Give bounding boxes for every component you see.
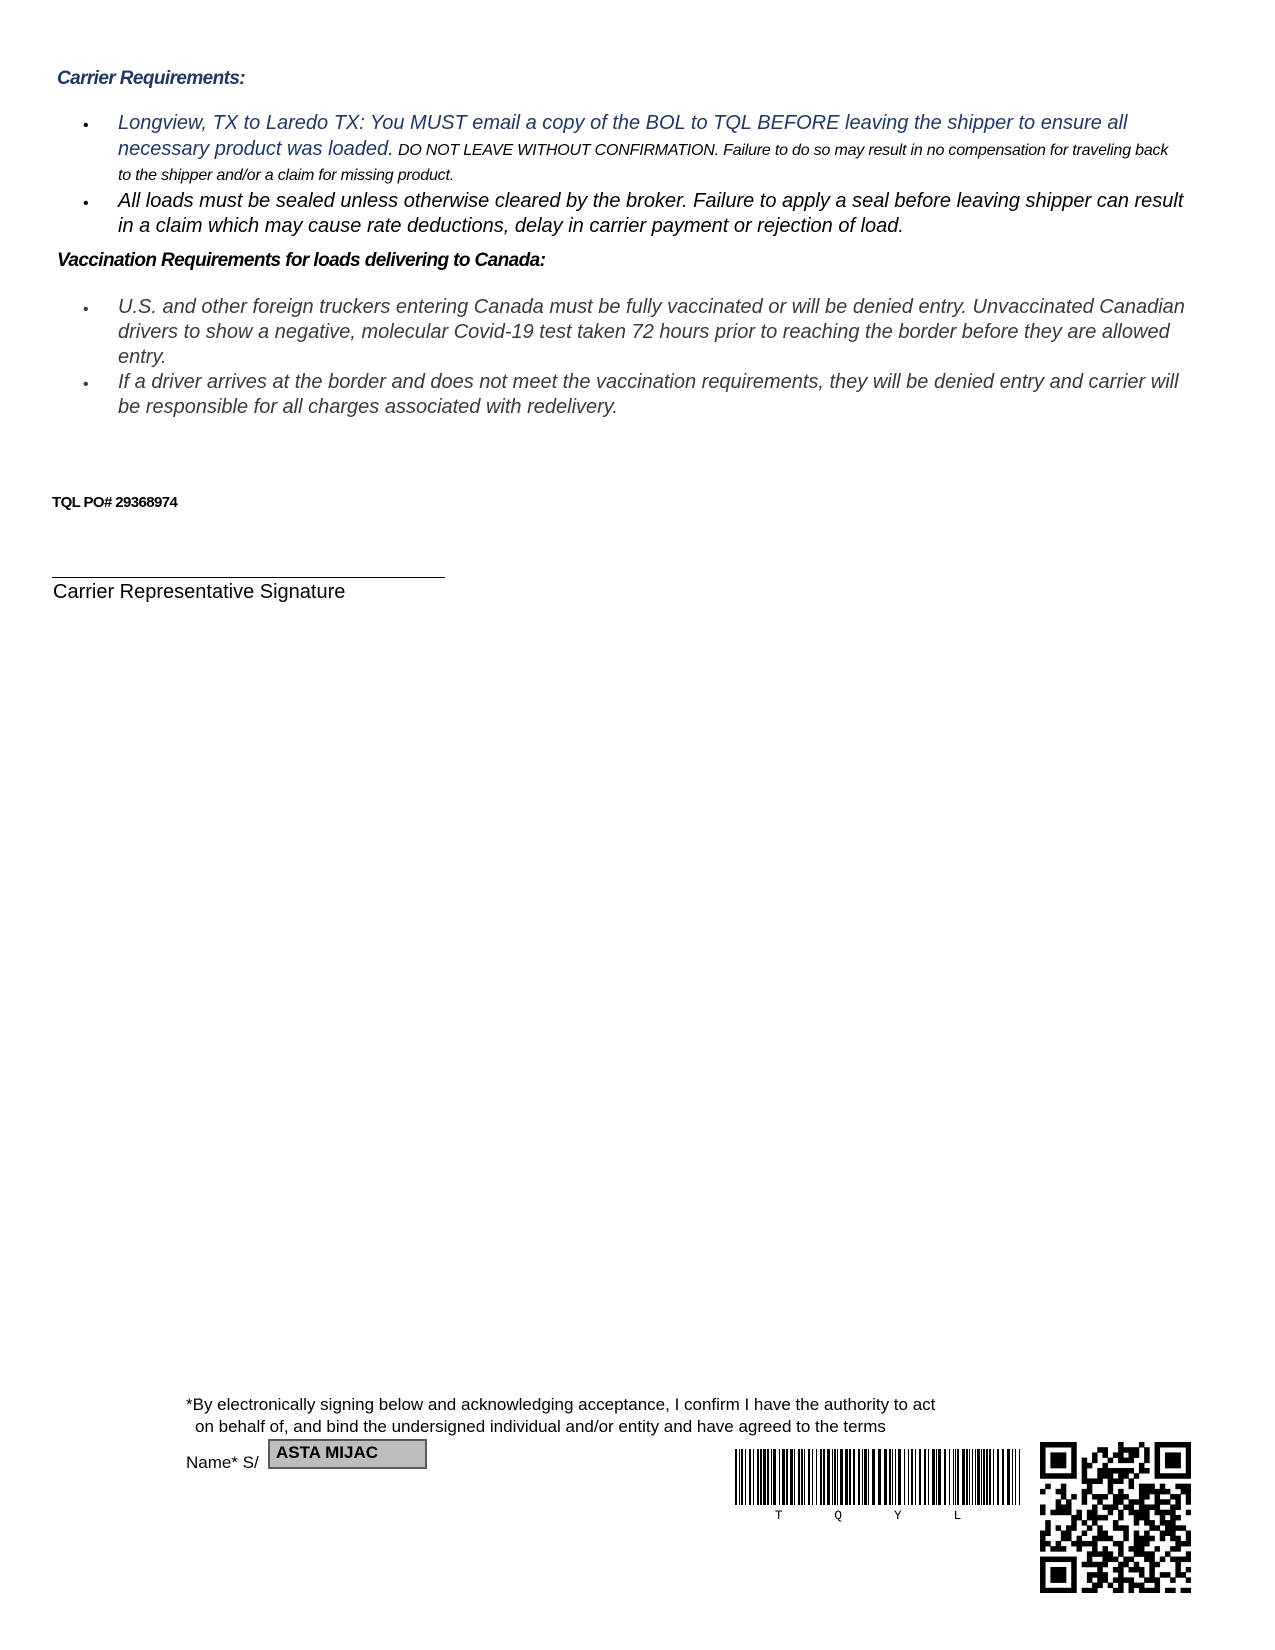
list-item (0, 295, 1275, 370)
barcode-text: T Q Y L (774, 1508, 984, 1523)
bullet: • (83, 376, 89, 393)
border-denial-text: If a driver arrives at the border and does not meet the vaccination requirements, they will be denied entry and carrier will be responsible for all charges associated with redelivery. (118, 371, 1179, 418)
vaccination-rule-text: U.S. and other foreign truckers entering Canada must be fully vaccinated or will be denied entry. Unvaccinated Canadian drivers to show a negative, molecular Covid-19 test taken 72 hours prior to reaching the border before they are allowed entry. (118, 296, 1185, 368)
barcode-image (733, 1449, 1025, 1531)
list-item (0, 370, 1275, 420)
name-field[interactable]: ASTA MIJAC (268, 1439, 427, 1469)
bol-requirement-text: Longview, TX to Laredo TX: You MUST email a copy of the BOL to TQL BEFORE leaving the shipper to ensure all necessary product was loaded. (118, 112, 1128, 160)
vaccination-requirements-heading: Vaccination Requirements for loads delivering to Canada: (57, 250, 546, 271)
bullet: • (83, 117, 89, 134)
carrier-requirements-heading: Carrier Requirements: (57, 68, 246, 89)
acknowledgement-line-2: on behalf of, and bind the undersigned individual and/or entity and have agreed to the terms (195, 1417, 886, 1436)
signature-label: Carrier Representative Signature (53, 581, 346, 603)
qr-code-cells (1040, 1442, 1191, 1593)
name-label: Name* S/ (186, 1453, 259, 1472)
acknowledgement-text (186, 1394, 1046, 1438)
po-number: TQL PO# 29368974 (52, 494, 178, 511)
confirmation-warning-text: DO NOT LEAVE WITHOUT CONFIRMATION. Failure to do so may result in no compensation for traveling back to the shipper and/or a claim for missing product. (118, 142, 1169, 184)
carrier-requirements-list (0, 111, 1275, 239)
bullet: • (83, 195, 89, 212)
list-item (0, 189, 1275, 239)
barcode-bars (735, 1449, 1020, 1505)
qr-code-image (1040, 1442, 1191, 1593)
signature-line[interactable] (52, 577, 445, 578)
seal-requirement-text: All loads must be sealed unless otherwise cleared by the broker. Failure to apply a seal before leaving shipper can result in a claim which may cause rate deductions, delay in carrier payment or rejection of load. (118, 190, 1184, 237)
acknowledgement-line-1: *By electronically signing below and acknowledging acceptance, I confirm I have the authority to act (186, 1395, 936, 1414)
list-item (0, 111, 1275, 188)
vaccination-requirements-list (0, 295, 1275, 420)
bullet: • (83, 301, 89, 318)
